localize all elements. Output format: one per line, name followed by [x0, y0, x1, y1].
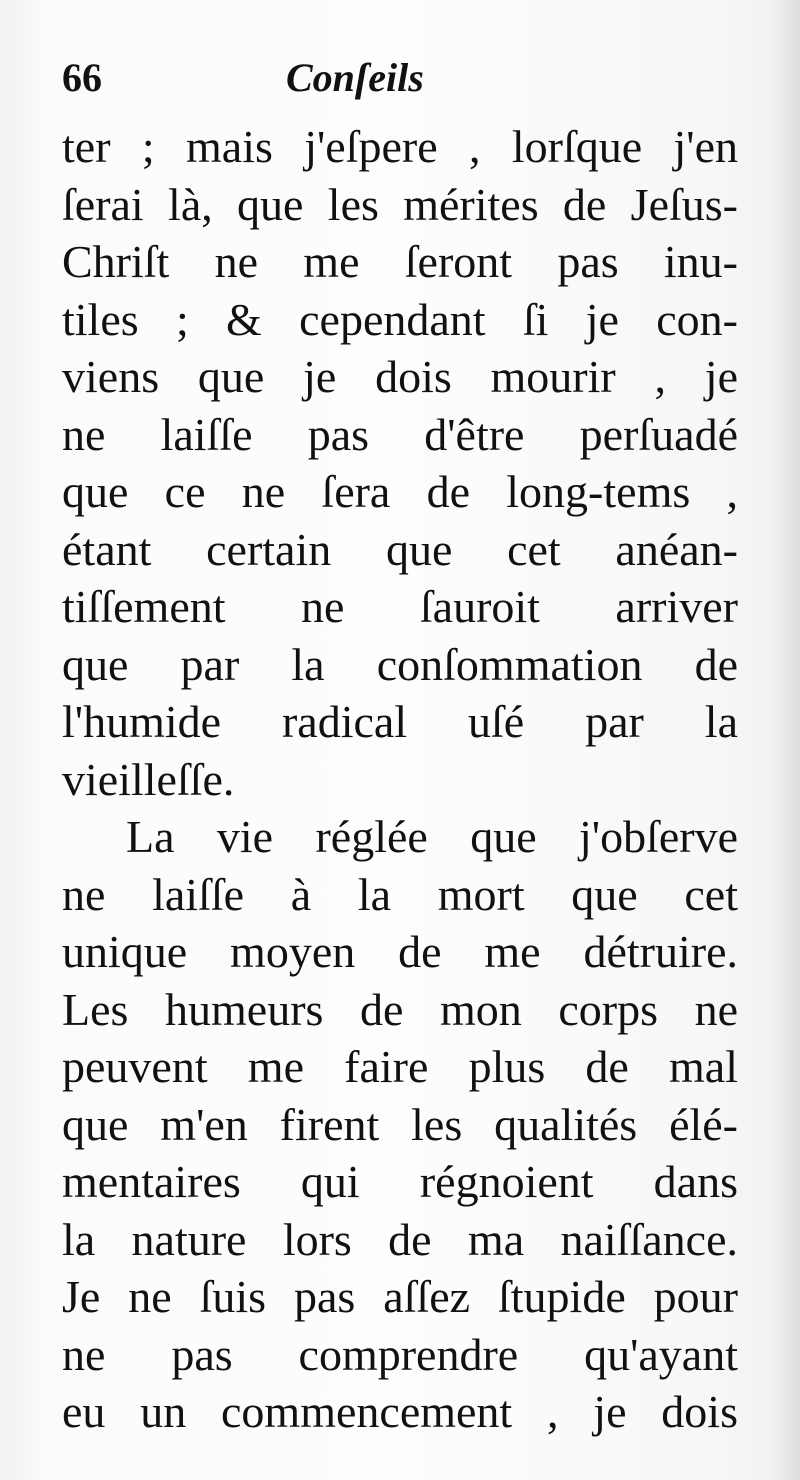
text-line: Je ne ſuis pas aſſez ſtupide pour	[62, 1271, 738, 1322]
page-edge-shadow	[772, 0, 800, 1480]
paragraph-1	[62, 118, 738, 808]
paragraph-2	[62, 808, 738, 1441]
page-header	[62, 48, 742, 108]
body-text	[62, 118, 738, 1441]
text-line: peuvent me faire plus de mal	[62, 1041, 738, 1092]
page-number: 66	[62, 55, 102, 100]
text-line: que m'en firent les qualités élé-	[62, 1098, 738, 1150]
text-line: l'humide radical uſé par la	[62, 696, 738, 747]
running-head: Conſeils	[286, 55, 424, 100]
text-line: ter ; mais j'eſpere , lorſque j'en	[62, 121, 738, 172]
text-line: étant certain que cet anéan-	[62, 523, 738, 575]
text-line: La vie réglée que j'obſerve	[126, 811, 738, 862]
text-line: la nature lors de ma naiſſance.	[62, 1213, 738, 1265]
text-line: tiles ; & cependant ſi je con-	[62, 293, 738, 345]
text-line: ne laiſſe pas d'être perſuadé	[62, 408, 738, 460]
text-line: mentaires qui régnoient dans	[62, 1156, 738, 1207]
text-line: ne laiſſe à la mort que cet	[62, 868, 738, 920]
text-line: Chriſt ne me ſeront pas inu-	[62, 236, 738, 287]
text-line: Les humeurs de mon corps ne	[62, 983, 738, 1035]
text-line: ne pas comprendre qu'ayant	[62, 1328, 738, 1380]
text-line: tiſſement ne ſauroit arriver	[62, 581, 738, 632]
text-line: unique moyen de me détruire.	[62, 926, 738, 977]
text-line: vieilleſſe.	[62, 753, 235, 805]
text-line: eu un commencement , je dois	[62, 1386, 738, 1437]
text-line: viens que je dois mourir , je	[62, 351, 738, 402]
text-line: que par la conſommation de	[62, 638, 738, 690]
text-line: que ce ne ſera de long-tems ,	[62, 466, 738, 517]
text-line: ſerai là, que les mérites de Jeſus-	[62, 178, 738, 230]
